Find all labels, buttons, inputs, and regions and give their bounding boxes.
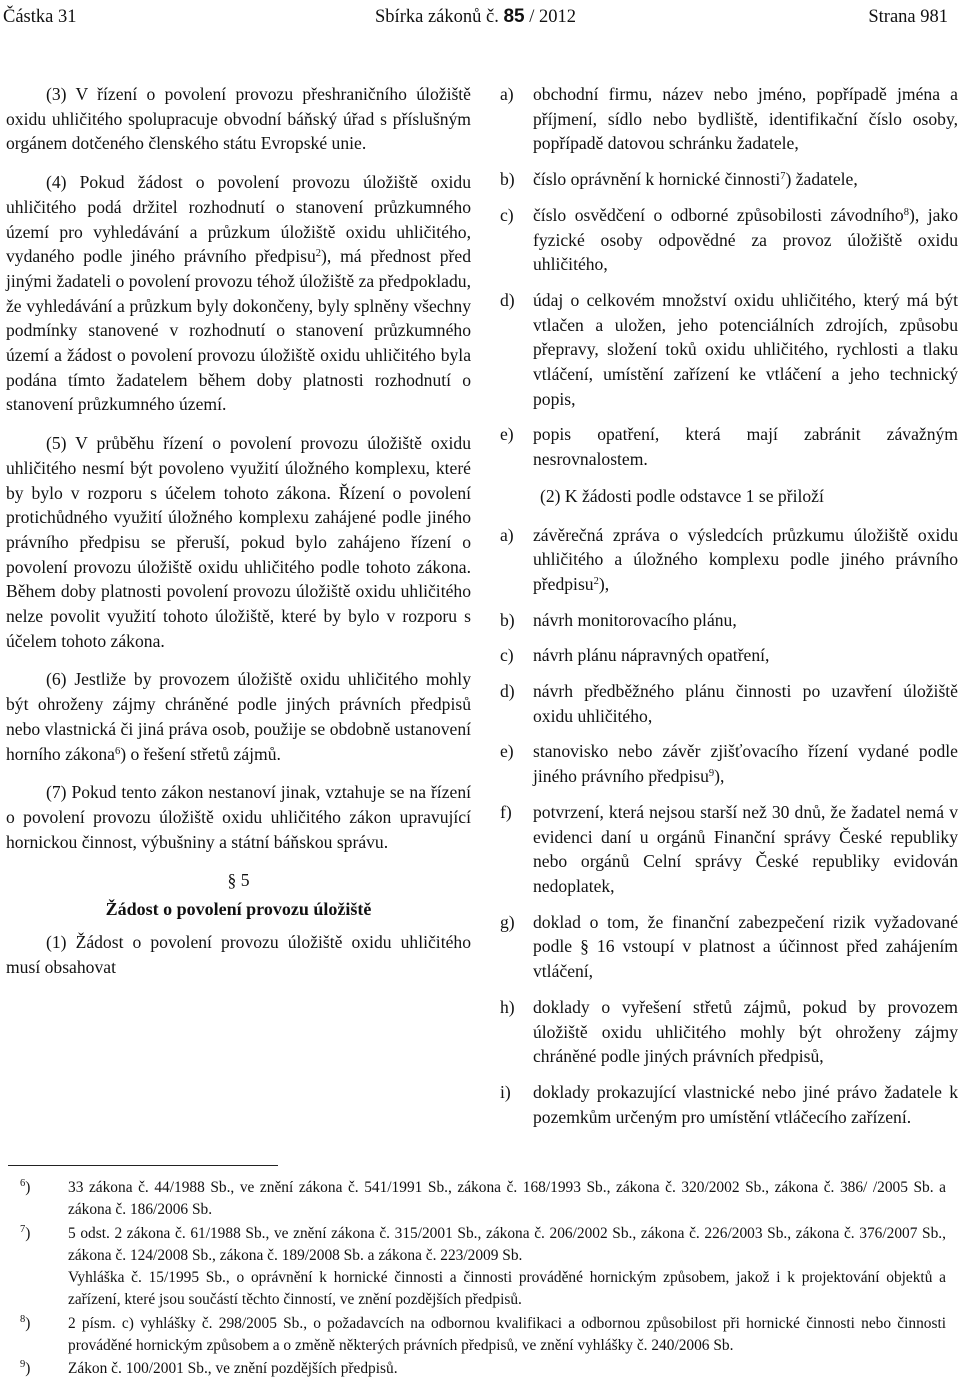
list-marker: b) <box>500 169 515 190</box>
footnote-text: Vyhláška č. 15/1995 Sb., o oprávnění k hornické činnosti a činnosti prováděné hornickým způsobem, jakož i k projektování objektů a zařízení, které jsou součástí těchto činností, ve znění pozdějších předpisů. <box>68 1269 946 1309</box>
list-item <box>500 608 958 633</box>
list-marker: b) <box>500 609 515 630</box>
list-item-text: závěrečná zpráva o výsledcích průzkumu úložiště oxidu uhličitého a úložného komplexu podle jiného právního předpisu$^2$), <box>533 524 958 594</box>
list-item-text: údaj o celkovém množství oxidu uhličitého, který má být vtlačen a uložen, jeho potenciálních zdrojích, způsobu přepravy, složení toků oxidu uhličitého, rychlosti a tlaku vtláčení, umístění zařízení ke vtláčení a jeho technický popis, <box>533 289 958 409</box>
requirements-list <box>500 82 958 472</box>
list-marker: c) <box>500 645 514 666</box>
footnote-number: $^7$) <box>20 1223 31 1242</box>
list-item <box>500 995 958 1069</box>
collection-prefix: Sbírka zákonů č. <box>375 7 499 27</box>
footnote-ref: 7 <box>780 171 786 183</box>
right-column <box>500 82 958 1143</box>
paragraph-5: (5) V průběhu řízení o povolení provozu úložiště oxidu uhličitého nesmí být povoleno využití úložného komplexu, které by bylo v rozporu s účelem tohoto zákona. Řízení o povolení protichůdného využití úložného komplexu zahájené podle jiného právního předpisu se přeruší, pokud bylo zahájeno řízení o povolení provozu úložiště oxidu uhličitého podle tohoto zákona. Během doby platnosti povolení provozu úložiště oxidu uhličitého nelze povolit využití tohoto úložiště, které by bylo v rozporu s účelem tohoto zákona. <box>6 433 471 651</box>
list-item-text: popis opatření, která mají zabránit závažným nesrovnalostem. <box>533 424 958 470</box>
footnote-number-value: 7 <box>20 1223 26 1235</box>
list-marker: a) <box>500 524 514 545</box>
footnote-text: 5 odst. 2 zákona č. 61/1988 Sb., ve znění zákona č. 315/2001 Sb., zákona č. 206/2002 Sb., zákona č. 226/2003 Sb., zákona č. 376/2007 Sb., zákona č. 124/2008 Sb., zákona č. 189/2008 Sb. a zákona č. 223/2009 Sb. <box>68 1224 946 1264</box>
footnote-number: $^8$) <box>20 1313 31 1332</box>
paragraph-4: (4) Pokud žádost o povolení provozu úložiště oxidu uhličitého podá držitel rozhodnutí o stanovení průzkumného území pro vyhledávání a průzkum úložiště oxidu uhličitého, vydaného podle jiného právního předpisu$^2$), má přednost před jinými žadateli o povolení provozu téhož úložiště za předpokladu, že vyhledávání a průzkum byly dokončeny, byly splněny všechny podmínky stanovené v rozhodnutí o stanovení průzkumného území a žádost o povolení provozu úložiště oxidu uhličitého byla podána tímto žadatelem během doby platnosti rozhodnutí o stanovení průzkumného území. <box>6 172 471 415</box>
list-item <box>500 523 958 597</box>
list-item-text: číslo oprávnění k hornické činnosti$^7$) žadatele, <box>533 169 858 190</box>
list-item-text: obchodní firmu, název nebo jméno, popřípadě jména a příjmení, sídlo nebo bydliště, identifikační číslo osoby, popřípadě datovou schránku žadatele, <box>533 84 958 154</box>
footnote-ref: 2 <box>593 575 599 587</box>
footnote-text: 33 zákona č. 44/1988 Sb., ve znění zákona č. 541/1991 Sb., zákona č. 168/1993 Sb., zákona č. 320/2002 Sb., zákona č. 386/ /2005 Sb. a zákona č. 186/2006 Sb. <box>68 1179 946 1219</box>
list-item-text: doklad o tom, že finanční zabezpečení rizik vyžadované podle § 16 vstoupí v platnost a účinnost před zahájením vtláčení, <box>533 911 958 982</box>
footnote-number-value: 9 <box>20 1359 26 1371</box>
footnote-text: Zákon č. 100/2001 Sb., ve znění pozdějších předpisů. <box>68 1360 398 1378</box>
list-item <box>500 82 958 156</box>
list-marker: g) <box>500 911 515 932</box>
list-item <box>500 288 958 412</box>
list-marker: d) <box>500 681 515 702</box>
list-item <box>500 422 958 471</box>
list-item <box>500 739 958 788</box>
footnote-ref: 2 <box>315 248 322 260</box>
list-item-text: číslo osvědčení o odborné způsobilosti závodního$^8$), jako fyzické osoby odpovědné za provoz úložiště oxidu uhličitého, <box>533 204 958 275</box>
footnote-ref: 9 <box>708 768 715 780</box>
list-item-text: návrh plánu nápravných opatření, <box>533 645 770 666</box>
footnote-number-value: 6 <box>20 1178 26 1189</box>
footnote-number: $^6$) <box>20 1178 31 1196</box>
section-paragraph-1: (1) Žádost o povolení provozu úložiště oxidu uhličitého musí obsahovat <box>6 931 471 977</box>
footnote <box>20 1358 946 1380</box>
footnote <box>20 1313 946 1358</box>
section-title: Žádost o povolení provozu úložiště <box>105 899 372 920</box>
list-marker: h) <box>500 996 515 1017</box>
paragraph-7: (7) Pokud tento zákon nestanoví jinak, vztahuje se na řízení o povolení provozu úložiště oxidu uhličitého zákon upravující hornickou činnost, výbušniny a státní báňskou správu. <box>6 782 471 852</box>
footnote <box>20 1223 946 1312</box>
list-marker: e) <box>500 741 514 762</box>
footnote-divider <box>8 1165 278 1166</box>
list-item-text: návrh předběžného plánu činnosti po uzavření úložiště oxidu uhličitého, <box>533 681 958 726</box>
list-marker: e) <box>500 424 514 445</box>
attachments-list <box>500 523 958 1130</box>
list-item <box>500 1080 958 1129</box>
section-number: § 5 <box>227 870 250 891</box>
list-item-text: návrh monitorovacího plánu, <box>533 609 737 630</box>
left-column <box>6 82 471 993</box>
list-marker: f) <box>500 801 512 822</box>
issue-number: 85 <box>503 6 525 27</box>
list-item-text: stanovisko nebo závěr zjišťovacího řízení vydané podle jiného právního předpisu$^9$), <box>533 741 958 787</box>
list-item <box>500 643 958 668</box>
footnotes <box>20 1177 946 1382</box>
list-item <box>500 679 958 728</box>
list-marker: a) <box>500 84 514 104</box>
list-item-text: doklady prokazující vlastnické nebo jiné právo žadatele k pozemkům určeným pro umístění vtláčecího zařízení. <box>533 1081 958 1127</box>
page-header <box>3 6 948 28</box>
issue-year: / 2012 <box>529 7 576 27</box>
footnote-ref: 8 <box>903 206 909 218</box>
list-marker: d) <box>500 289 515 310</box>
footnote <box>20 1177 946 1222</box>
page-number: Strana 981 <box>868 7 948 27</box>
list-item-text: potvrzení, která nejsou starší než 30 dnů, že žadatel nemá v evidenci daní u orgánů Finanční správy České republiky nebo orgánů Celní správy České republiky evidován nedoplatek, <box>533 801 958 896</box>
collection-title <box>3 6 948 28</box>
paragraph-6: (6) Jestliže by provozem úložiště oxidu uhličitého mohly být ohroženy zájmy chráněné podle jiných právních předpisů nebo vlastnická či jiná práva osob, použije se obdobně ustanovení horního zákona$^6$) o řešení střetů zájmů. <box>6 669 471 764</box>
list-item <box>500 800 958 899</box>
footnote-text: 2 písm. c) vyhlášky č. 298/2005 Sb., o požadavcích na odbornou kvalifikaci a odbornou způsobilost při hornické činnosti nebo činnosti prováděné hornickým způsobem a o změně některých právních předpisů, ve znění vyhlášky č. 240/2006 Sb. <box>68 1314 946 1355</box>
list-item-text: doklady o vyřešení střetů zájmů, pokud by provozem úložiště oxidu uhličitého mohly být ohroženy zájmy chráněné podle jiných právních předpisů, <box>533 996 958 1067</box>
list-marker: c) <box>500 204 514 225</box>
list-marker: i) <box>500 1081 511 1102</box>
section-paragraph-2: (2) K žádosti podle odstavce 1 se přiloží <box>540 485 824 506</box>
paragraph-3: (3) V řízení o povolení provozu přeshraničního úložiště oxidu uhličitého spolupracuje obvodní báňský úřad s příslušným orgánem dotčeného členského státu Evropské unie. <box>6 84 471 154</box>
footnote-number: $^9$) <box>20 1359 31 1378</box>
list-item <box>500 167 958 192</box>
list-item <box>500 910 958 984</box>
footnote-number-value: 8 <box>20 1313 26 1325</box>
part-number: Částka 31 <box>3 7 77 27</box>
footnote-ref: 6 <box>114 745 121 757</box>
list-item <box>500 203 958 277</box>
